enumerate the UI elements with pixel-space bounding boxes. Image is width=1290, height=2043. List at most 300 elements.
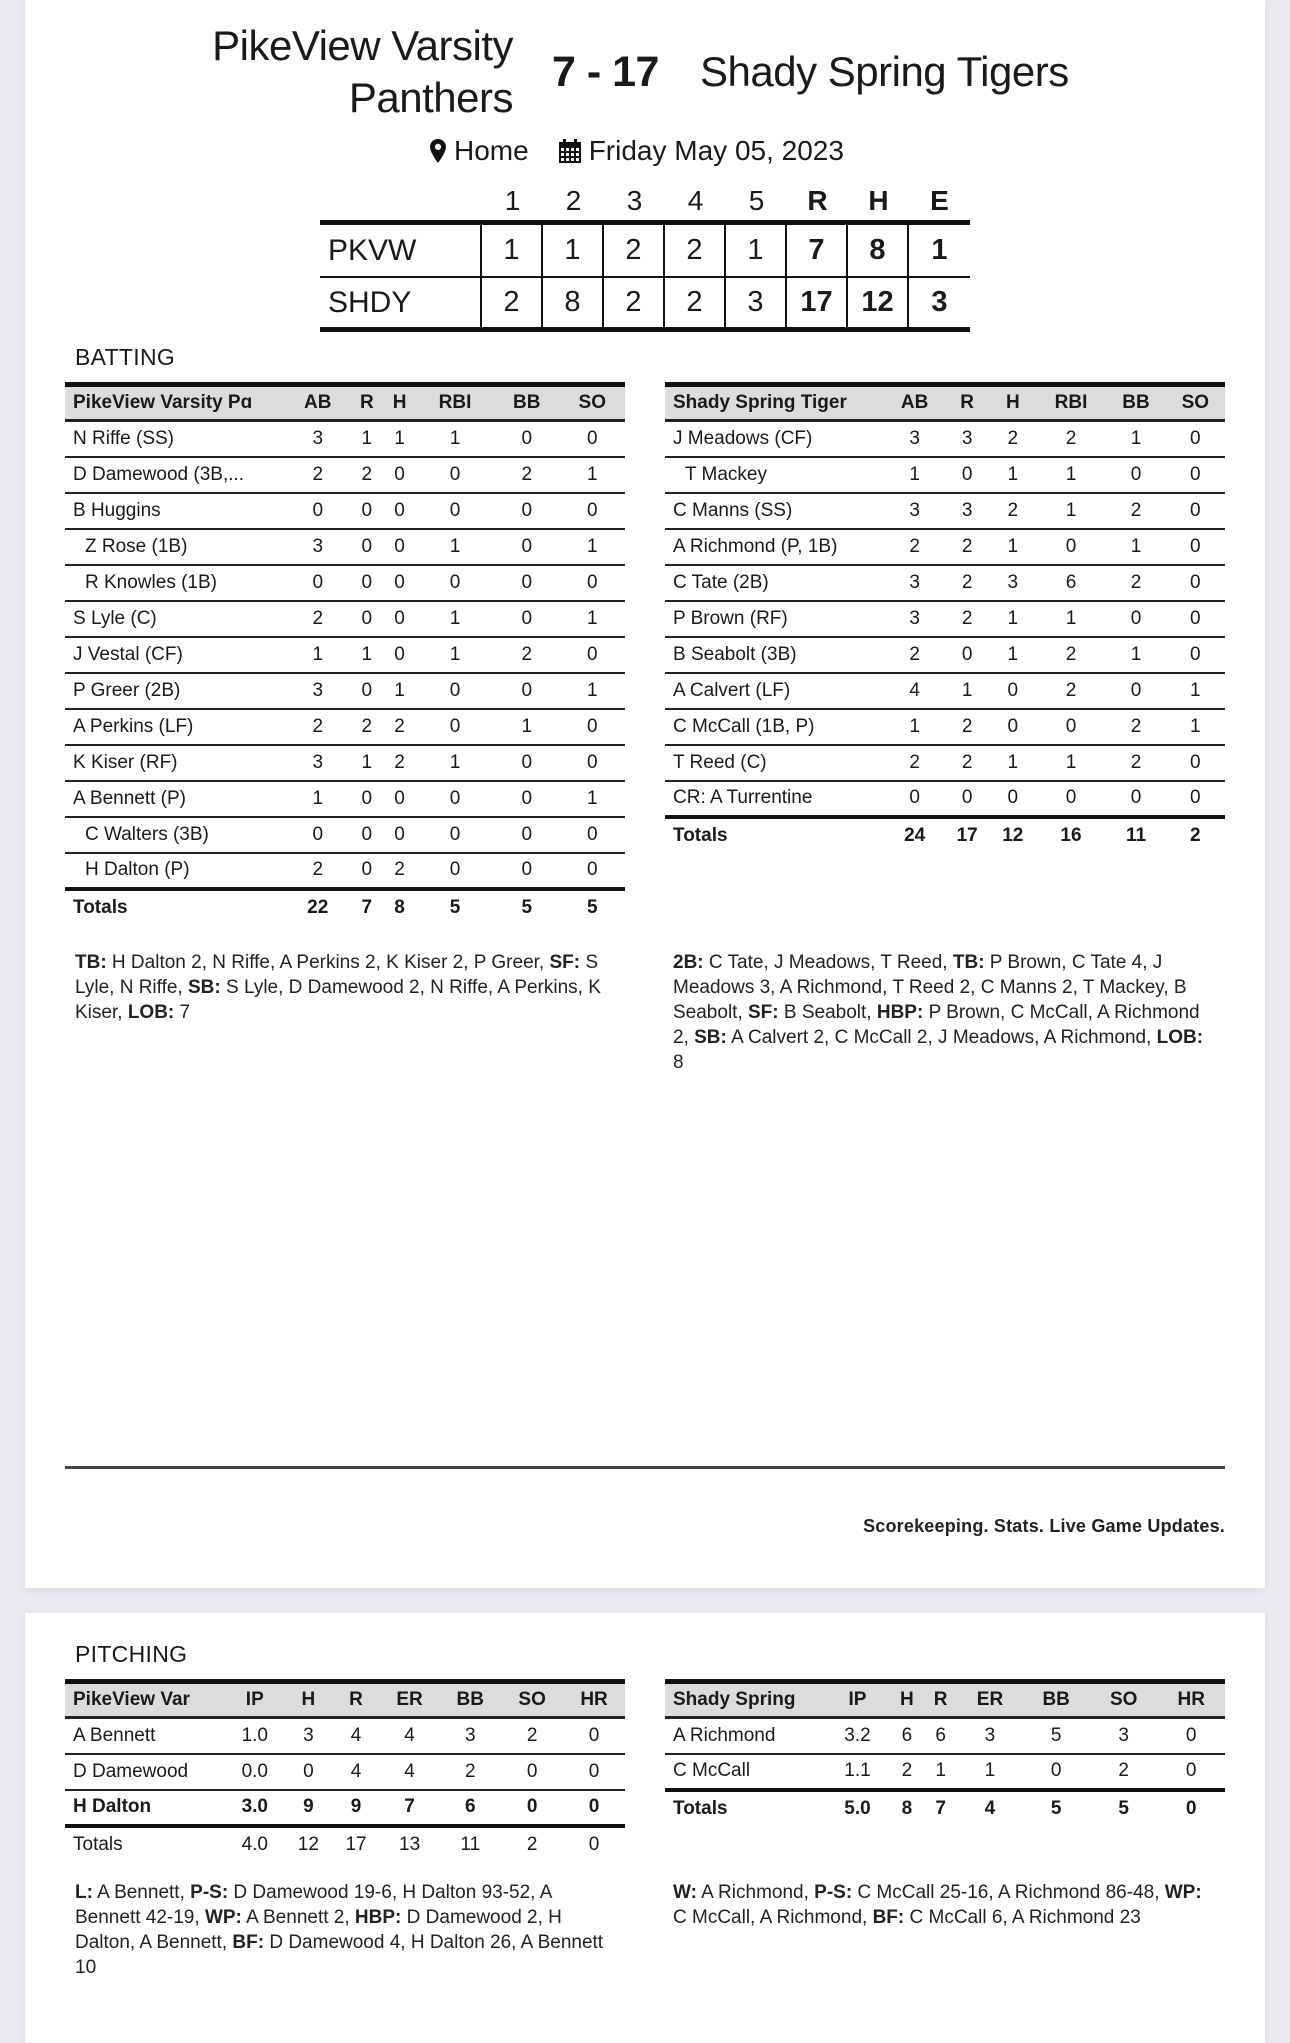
stat-value: 0 <box>560 421 626 457</box>
stat-value: 2 <box>944 601 990 637</box>
stat-value: 4 <box>332 1754 380 1790</box>
stat-value: 0 <box>494 565 559 601</box>
note-key: BF: <box>872 1907 905 1928</box>
stat-value: 4 <box>380 1754 440 1790</box>
stat-value: 0 <box>383 781 416 817</box>
totals-value: 5.0 <box>825 1790 890 1826</box>
stat-value: 1 <box>1106 529 1165 565</box>
note-key: TB: <box>952 952 985 973</box>
inning-runs: 8 <box>543 278 604 327</box>
stat-value: 0 <box>416 817 494 853</box>
stat-value: 2 <box>439 1754 501 1790</box>
table-row <box>65 781 625 817</box>
table-row <box>665 601 1225 637</box>
stat-value: 1 <box>416 637 494 673</box>
team-column-header: PikeView Varsity Pɑ <box>65 385 285 421</box>
player-name: A Perkins (LF) <box>65 709 285 745</box>
home-batting-notes <box>75 950 615 1025</box>
stat-value: 0 <box>990 781 1036 817</box>
player-name: H Dalton (P) <box>65 853 285 889</box>
stat-column-header: AB <box>285 385 350 421</box>
stat-value: 5 <box>1022 1718 1090 1754</box>
stat-value: 1 <box>285 637 350 673</box>
inning-runs: 3 <box>726 278 787 327</box>
table-row <box>65 1754 625 1790</box>
stat-column-header: ER <box>958 1682 1023 1718</box>
totals-value: 17 <box>944 817 990 853</box>
stat-column-header: RBI <box>416 385 494 421</box>
note-key: HBP: <box>876 1002 924 1023</box>
stat-value: 0 <box>383 601 416 637</box>
totals-value: 5 <box>1022 1790 1090 1826</box>
totals-value: 0 <box>563 1826 625 1862</box>
stat-value: 2 <box>383 853 416 889</box>
totals-row <box>665 817 1225 853</box>
stat-value: 1 <box>560 601 626 637</box>
stat-value: 2 <box>1036 673 1107 709</box>
totals-value: 2 <box>1166 817 1225 853</box>
note-value: 7 <box>174 1002 191 1023</box>
note-value: C McCall, A Richmond, <box>673 1907 873 1928</box>
player-name: N Riffe (SS) <box>65 421 285 457</box>
stat-value: 0 <box>885 781 944 817</box>
stat-column-header: R <box>350 385 383 421</box>
player-name: T Reed (C) <box>665 745 885 781</box>
player-name: J Meadows (CF) <box>665 421 885 457</box>
home-batting-table <box>65 382 625 925</box>
stat-value: 3 <box>885 493 944 529</box>
stat-value: 0 <box>350 781 383 817</box>
note-key: WP: <box>204 1907 242 1928</box>
total-errors: 3 <box>931 286 948 318</box>
away-team-name: Shady Spring Tigers <box>700 48 1069 95</box>
stat-value: 0 <box>416 457 494 493</box>
home-team-name-line2: Panthers <box>348 74 513 121</box>
total-hits: 12 <box>848 278 909 327</box>
stat-value: 0 <box>1166 601 1225 637</box>
stat-value: 3.0 <box>225 1790 285 1826</box>
stat-value: 0 <box>494 781 559 817</box>
stat-value: 0 <box>944 781 990 817</box>
player-name: J Vestal (CF) <box>65 637 285 673</box>
stat-value: 0 <box>1157 1718 1225 1754</box>
stat-value: 2 <box>383 745 416 781</box>
stat-value: 1 <box>990 637 1036 673</box>
stat-value: 3 <box>885 601 944 637</box>
stat-value: 0 <box>501 1754 563 1790</box>
stat-value: 0 <box>416 781 494 817</box>
stat-column-header: BB <box>494 385 559 421</box>
stat-value: 6 <box>890 1718 924 1754</box>
player-name: P Brown (RF) <box>665 601 885 637</box>
totals-value: 13 <box>380 1826 440 1862</box>
note-key: W: <box>673 1882 697 1903</box>
stat-value: 0 <box>494 745 559 781</box>
stat-value: 3 <box>439 1718 501 1754</box>
stat-value: 1 <box>1036 493 1107 529</box>
stat-value: 9 <box>285 1790 333 1826</box>
stat-value: 0 <box>944 637 990 673</box>
stat-value: 0 <box>563 1718 625 1754</box>
player-name: Z Rose (1B) <box>65 529 285 565</box>
stat-value: 1.0 <box>225 1718 285 1754</box>
stat-value: 0 <box>560 745 626 781</box>
stat-value: 4 <box>380 1718 440 1754</box>
home-team-name <box>113 20 513 124</box>
stat-value: 1 <box>1166 673 1225 709</box>
stat-value: 1 <box>1036 457 1107 493</box>
stat-value: 0 <box>1106 673 1165 709</box>
totals-label: Totals <box>65 1826 225 1862</box>
stat-value: 0 <box>990 673 1036 709</box>
table-row <box>65 745 625 781</box>
stat-value: 0 <box>494 817 559 853</box>
stat-value: 0 <box>1106 457 1165 493</box>
stat-value: 2 <box>944 745 990 781</box>
player-name: CR: A Turrentine <box>665 781 885 817</box>
totals-value: 7 <box>924 1790 958 1826</box>
stat-value: 0 <box>1166 493 1225 529</box>
stat-value: 0 <box>1036 529 1107 565</box>
stat-value: 0 <box>383 637 416 673</box>
stat-value: 1 <box>416 421 494 457</box>
stat-value: 6 <box>439 1790 501 1826</box>
stat-value: 3 <box>944 493 990 529</box>
totals-row <box>665 1790 1225 1826</box>
note-value: A Calvert 2, C McCall 2, J Meadows, A Richmond, <box>726 1027 1157 1048</box>
note-key: P-S: <box>190 1882 229 1903</box>
pitching-card <box>25 1613 1265 2043</box>
stat-value: 0 <box>1036 781 1107 817</box>
stat-column-header: R <box>332 1682 380 1718</box>
stat-value: 0 <box>1166 529 1225 565</box>
hits-header: H <box>868 185 889 216</box>
stat-column-header: BB <box>439 1682 501 1718</box>
player-name: R Knowles (1B) <box>65 565 285 601</box>
stat-column-header: H <box>890 1682 924 1718</box>
stat-value: 1 <box>1166 709 1225 745</box>
note-key: SF: <box>549 952 581 973</box>
stat-value: 0 <box>285 493 350 529</box>
stat-value: 2 <box>1106 565 1165 601</box>
stat-value: 9 <box>332 1790 380 1826</box>
stat-value: 0 <box>383 565 416 601</box>
stat-value: 2 <box>1106 709 1165 745</box>
stat-value: 0 <box>285 565 350 601</box>
stat-column-header: ER <box>380 1682 440 1718</box>
stat-value: 1 <box>990 601 1036 637</box>
stat-value: 2 <box>494 637 559 673</box>
stat-value: 0 <box>350 529 383 565</box>
player-name: C McCall <box>665 1754 825 1790</box>
final-score: 7 - 17 <box>552 48 659 96</box>
stat-value: 0 <box>563 1790 625 1826</box>
stat-value: 1 <box>885 709 944 745</box>
table-row <box>65 1718 625 1754</box>
stat-value: 0 <box>416 493 494 529</box>
stat-value: 1 <box>285 781 350 817</box>
total-runs: 17 <box>787 278 848 327</box>
away-pitching-notes <box>673 1880 1213 1930</box>
stat-value: 0 <box>494 601 559 637</box>
stat-value: 0 <box>563 1754 625 1790</box>
stat-value: 2 <box>1090 1754 1158 1790</box>
stat-value: 0 <box>416 709 494 745</box>
note-value: D Damewood 19-6, H Dalton 93-52, A Bennett 42-19, <box>75 1882 552 1928</box>
team-column-header: Shady Spring <box>665 1682 825 1718</box>
totals-value: 5 <box>494 889 559 925</box>
player-name: H Dalton <box>65 1790 225 1826</box>
stat-value: 0 <box>494 421 559 457</box>
stat-value: 0 <box>350 817 383 853</box>
stat-value: 1 <box>383 421 416 457</box>
stat-value: 2 <box>885 745 944 781</box>
table-row <box>665 1754 1225 1790</box>
totals-value: 12 <box>990 817 1036 853</box>
stat-value: 2 <box>383 709 416 745</box>
stat-value: 1 <box>1106 421 1165 457</box>
stat-value: 0 <box>350 493 383 529</box>
stat-value: 0 <box>416 673 494 709</box>
stat-value: 3 <box>285 673 350 709</box>
inning-header: 2 <box>565 185 582 216</box>
inning-runs: 2 <box>604 225 665 276</box>
stat-value: 0 <box>416 853 494 889</box>
table-row <box>65 709 625 745</box>
totals-value: 2 <box>501 1826 563 1862</box>
table-row <box>665 529 1225 565</box>
stat-column-header: SO <box>501 1682 563 1718</box>
note-key: TB: <box>75 952 107 973</box>
inning-runs: 2 <box>665 278 726 327</box>
stat-column-header: SO <box>1090 1682 1158 1718</box>
table-row <box>65 601 625 637</box>
player-name: A Bennett <box>65 1718 225 1754</box>
player-name: D Damewood <box>65 1754 225 1790</box>
stat-value: 2 <box>350 709 383 745</box>
stat-value: 0 <box>944 457 990 493</box>
stat-value: 0 <box>285 1754 333 1790</box>
stat-value: 2 <box>1106 745 1165 781</box>
stat-value: 3 <box>1090 1718 1158 1754</box>
batting-section-label: BATTING <box>75 344 176 370</box>
runs-header: R <box>807 185 828 216</box>
stat-value: 1 <box>350 637 383 673</box>
totals-value: 4 <box>958 1790 1023 1826</box>
stat-value: 4 <box>885 673 944 709</box>
stat-value: 1 <box>990 745 1036 781</box>
stat-value: 1 <box>560 457 626 493</box>
stat-value: 0 <box>494 493 559 529</box>
stat-value: 1 <box>560 529 626 565</box>
stat-value: 1 <box>416 529 494 565</box>
inning-header: 3 <box>626 185 643 216</box>
game-meta <box>430 133 844 169</box>
stat-value: 1 <box>1036 745 1107 781</box>
team-abbrev: PKVW <box>320 225 482 276</box>
location-text: Home <box>454 135 529 166</box>
table-row <box>65 421 625 457</box>
home-pitching-notes <box>75 1880 615 1980</box>
stat-value: 0 <box>1036 709 1107 745</box>
stat-value: 0 <box>1166 637 1225 673</box>
stat-value: 0 <box>1106 781 1165 817</box>
totals-value: 24 <box>885 817 944 853</box>
stat-column-header: H <box>990 385 1036 421</box>
stat-value: 3 <box>958 1718 1023 1754</box>
stat-value: 6 <box>1036 565 1107 601</box>
totals-value: 4.0 <box>225 1826 285 1862</box>
note-key: HBP: <box>354 1907 402 1928</box>
table-row <box>65 673 625 709</box>
totals-row <box>65 1826 625 1862</box>
inning-runs: 1 <box>726 225 787 276</box>
linescore-header <box>320 182 970 220</box>
stat-value: 2 <box>1036 421 1107 457</box>
game-date: Friday May 05, 2023 <box>588 135 844 166</box>
stat-value: 0 <box>350 673 383 709</box>
table-row <box>665 457 1225 493</box>
team-column-header: PikeView Var <box>65 1682 225 1718</box>
stat-column-header: SO <box>560 385 626 421</box>
stat-value: 2 <box>890 1754 924 1790</box>
stat-value: 0 <box>383 529 416 565</box>
stat-column-header: RBI <box>1036 385 1107 421</box>
note-key: BF: <box>232 1932 265 1953</box>
note-key: L: <box>75 1882 93 1903</box>
team-column-header: Shady Spring Tiger <box>665 385 885 421</box>
player-name: D Damewood (3B,... <box>65 457 285 493</box>
player-name: A Richmond <box>665 1718 825 1754</box>
note-value: S Lyle, N Riffe, <box>75 952 599 998</box>
linescore-table <box>320 182 970 332</box>
note-value: C McCall 25-16, A Richmond 86-48, <box>852 1882 1165 1903</box>
stat-column-header: H <box>383 385 416 421</box>
note-value: A Richmond, <box>696 1882 815 1903</box>
stat-value: 1 <box>990 529 1036 565</box>
note-key: WP: <box>1164 1882 1202 1903</box>
inning-header: 1 <box>504 185 521 216</box>
note-value: B Seabolt, <box>778 1002 877 1023</box>
stat-value: 0 <box>383 817 416 853</box>
stat-value: 1 <box>990 457 1036 493</box>
totals-value: 8 <box>383 889 416 925</box>
stat-value: 0 <box>1106 601 1165 637</box>
totals-value: 11 <box>1106 817 1165 853</box>
inning-runs: 2 <box>604 278 665 327</box>
stat-value: 1.1 <box>825 1754 890 1790</box>
stat-value: 2 <box>285 601 350 637</box>
stat-value: 1 <box>1106 637 1165 673</box>
totals-value: 11 <box>439 1826 501 1862</box>
away-batting-table <box>665 382 1225 853</box>
boxscore-card <box>25 0 1265 1588</box>
footer-tagline: Scorekeeping. Stats. Live Game Updates. <box>863 1516 1225 1536</box>
stat-value: 1 <box>944 673 990 709</box>
stat-value: 2 <box>350 457 383 493</box>
away-pitching-table <box>665 1679 1225 1826</box>
totals-value: 5 <box>560 889 626 925</box>
note-key: P-S: <box>814 1882 853 1903</box>
table-row <box>665 565 1225 601</box>
table-row <box>665 709 1225 745</box>
stat-value: 3 <box>285 529 350 565</box>
stat-value: 2 <box>494 457 559 493</box>
player-name: C Walters (3B) <box>65 817 285 853</box>
stat-value: 0 <box>1166 565 1225 601</box>
totals-label: Totals <box>65 889 285 925</box>
note-key: LOB: <box>127 1002 175 1023</box>
stat-value: 4 <box>332 1718 380 1754</box>
player-name: A Calvert (LF) <box>665 673 885 709</box>
stat-value: 1 <box>958 1754 1023 1790</box>
stat-value: 0 <box>416 565 494 601</box>
table-row <box>665 493 1225 529</box>
inning-runs: 2 <box>665 225 726 276</box>
totals-value: 7 <box>350 889 383 925</box>
footer-divider <box>65 1466 1225 1469</box>
stat-value: 2 <box>944 709 990 745</box>
home-team-name-line1: PikeView Varsity <box>212 22 513 69</box>
stat-value: 2 <box>285 853 350 889</box>
linescore-row-home <box>320 225 970 276</box>
player-name: B Huggins <box>65 493 285 529</box>
stat-value: 0 <box>560 565 626 601</box>
table-row <box>65 493 625 529</box>
table-row <box>665 1718 1225 1754</box>
table-header-row <box>65 1682 625 1718</box>
stat-column-header: BB <box>1022 1682 1090 1718</box>
totals-value: 8 <box>890 1790 924 1826</box>
stat-value: 2 <box>1036 637 1107 673</box>
stat-value: 3 <box>990 565 1036 601</box>
table-row <box>665 781 1225 817</box>
note-key: SB: <box>694 1027 727 1048</box>
player-name: S Lyle (C) <box>65 601 285 637</box>
table-header-row <box>665 385 1225 421</box>
stat-column-header: HR <box>1157 1682 1225 1718</box>
table-row <box>65 529 625 565</box>
stat-value: 1 <box>924 1754 958 1790</box>
stat-column-header: R <box>944 385 990 421</box>
stat-value: 2 <box>990 493 1036 529</box>
away-batting-notes <box>673 950 1213 1075</box>
stat-value: 1 <box>416 601 494 637</box>
stat-value: 0 <box>560 493 626 529</box>
stat-value: 0 <box>1166 781 1225 817</box>
stat-value: 1 <box>885 457 944 493</box>
table-row <box>665 637 1225 673</box>
inning-header: 4 <box>687 185 704 216</box>
stat-value: 2 <box>501 1718 563 1754</box>
stat-value: 1 <box>350 421 383 457</box>
stat-value: 0 <box>560 637 626 673</box>
stat-value: 2 <box>944 529 990 565</box>
stat-value: 0 <box>285 817 350 853</box>
player-name: T Mackey <box>665 457 885 493</box>
totals-value: 16 <box>1036 817 1107 853</box>
note-key: SF: <box>748 1002 779 1023</box>
totals-label: Totals <box>665 1790 825 1826</box>
stat-value: 0 <box>990 709 1036 745</box>
stat-value: 0 <box>560 709 626 745</box>
table-header-row <box>65 385 625 421</box>
stat-value: 2 <box>885 529 944 565</box>
stat-value: 3 <box>885 565 944 601</box>
totals-value: 17 <box>332 1826 380 1862</box>
stat-value: 0 <box>350 565 383 601</box>
table-row <box>665 421 1225 457</box>
